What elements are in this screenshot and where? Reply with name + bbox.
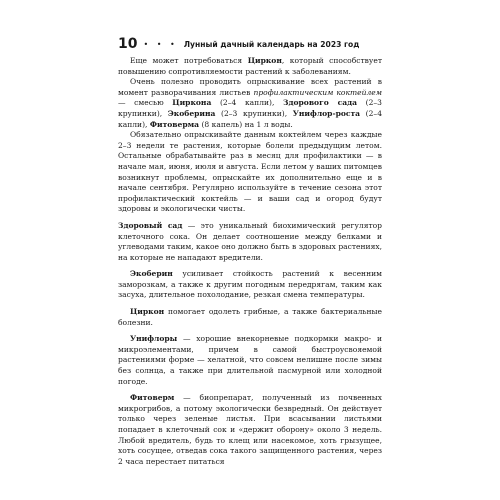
page-number: 10 — [118, 36, 138, 52]
text-run: — это уникальный биохимический регулятор клеточного сока. Он делает соотношение между белками и углеводами таким, какое оно должно быть в здоровых растениях, на которые не нападают вредители. — [118, 220, 383, 262]
text-run: (2–3 крупинки), — [215, 108, 293, 118]
bold-term: Унифлоры — [130, 334, 178, 344]
bold-term: Унифлор-роста — [292, 108, 361, 118]
text-run: — биопрепарат, полученный из почвенных микрогрибов, а потому экологически безвредный. Он действует только через зеленые листья. При всасывании листьями попадает в клеточный сок и «держит оборону» около 3 недель. Любой вредитель, будь то клещ или насекомое, хоть грызущее, хоть сосущее, отведав сока такого защищенного растения, через 2 часа перестает питаться — [118, 393, 382, 466]
bold-term: Циркон — [247, 56, 282, 65]
paragraph — [118, 269, 382, 301]
paragraph — [118, 334, 382, 387]
text-run: — смесью — [118, 98, 173, 108]
running-header — [118, 36, 382, 52]
text-run: (2–4 капли), — [211, 98, 283, 108]
text-run: (2–3 крупинки), — [118, 98, 382, 118]
text-run: Очень полезно проводить опрыскивание всех растений в момент разворачивания листьев — [118, 77, 382, 97]
text-run: усиливает стойкость растений к весенним заморозкам, а также к другим погодным передрягам, таким как засуха, длительное похолодание, резкая смена температуры. — [118, 269, 382, 300]
header-dots: • • • — [143, 39, 178, 49]
paragraph — [118, 77, 382, 130]
italic-term: профилактическим коктейлем — [253, 87, 382, 97]
paragraph — [118, 393, 382, 467]
text-run: (2–4 капли), — [118, 108, 382, 129]
text-run: Обязательно опрыскивайте данным коктейлем через каждые 2–3 недели те растения, которые болели предыдущим летом. Остальные обрабатывайте раз в месяц для профилактики — в начале мая, июня, июля и августа. Если летом у ваших питомцев возникнут проблемы, опрыскайте их дополнительно еще и в начале сентября. Регулярно используйте в течение сезона этот профилактический коктейль — и ваши сад и огород будут здоровы и экологически чисты. — [118, 130, 382, 214]
text-run: Еще может потребоваться — [130, 56, 248, 65]
bold-term: Фитоверм — [130, 393, 175, 403]
bold-term: Фитоверма — [149, 119, 200, 129]
paragraph — [118, 221, 382, 263]
bold-term: Здоровый сад — [118, 220, 183, 230]
text-run: — хорошие внекорневые подкормки макро- и микроэлементами, причем в самой быстроусвояемой растениями форме — хелатной, что совсем нелишне после зимы без солнца, а также при длительной пасмурной или холодной погоде. — [118, 334, 382, 386]
bold-term: Циркон — [130, 307, 165, 317]
paragraph — [118, 56, 382, 77]
bold-term: Экоберин — [130, 269, 173, 279]
bold-term: Здорового сада — [283, 98, 358, 108]
paragraph — [118, 307, 382, 328]
text-run: (8 капель) на 1 л воды. — [199, 119, 293, 129]
book-title: Лунный дачный календарь на 2023 год — [183, 39, 360, 49]
text-run: , который способствует повышению сопротивляемости растений к заболеваниям. — [118, 56, 382, 76]
bold-term: Циркона — [172, 98, 212, 108]
paragraph — [118, 130, 382, 215]
body-text — [118, 56, 382, 467]
text-run: помогает одолеть грибные, а также бактериальные болезни. — [118, 307, 382, 327]
bold-term: Экоберина — [167, 108, 216, 118]
